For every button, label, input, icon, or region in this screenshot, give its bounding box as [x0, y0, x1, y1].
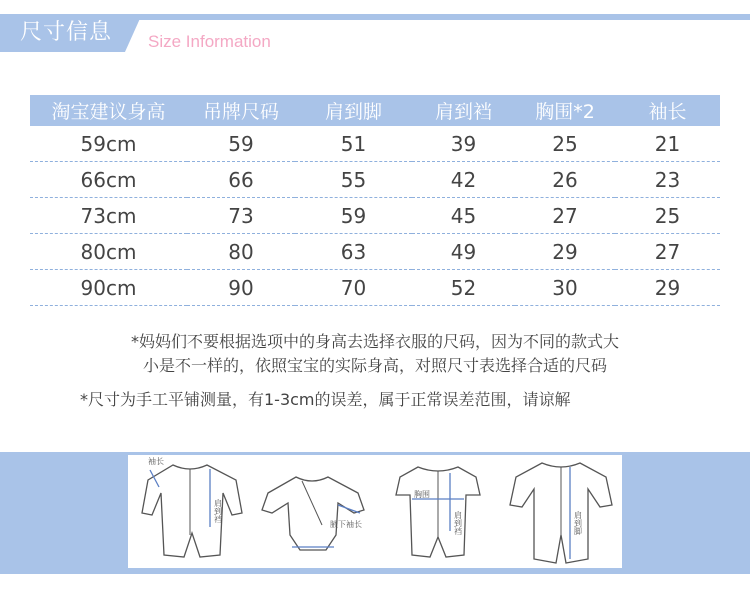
table-cell: 21 — [615, 126, 720, 162]
page-subtitle: Size Information — [148, 32, 271, 51]
table-cell: 25 — [515, 126, 615, 162]
col-header-sleeve: 袖长 — [615, 95, 720, 126]
table-cell: 80cm — [30, 234, 187, 270]
table-cell: 30 — [515, 270, 615, 306]
table-cell: 90 — [187, 270, 295, 306]
table-header-row — [30, 95, 720, 126]
label-chest: 胸围 — [414, 490, 430, 499]
label-underarm-sleeve: 腋下袖长 — [330, 520, 362, 529]
label-shoulder-crotch: 肩到裆 — [213, 499, 223, 523]
table-cell: 42 — [412, 162, 515, 198]
romper-diagram — [128, 455, 252, 568]
label-shoulder-crotch-2: 肩到裆 — [453, 511, 463, 535]
table-cell: 90cm — [30, 270, 187, 306]
table-cell: 70 — [295, 270, 412, 306]
table-cell: 55 — [295, 162, 412, 198]
note-line-3: *尺寸为手工平铺测量，有1-3cm的误差，属于正常误差范围，请谅解 — [80, 390, 571, 409]
short-romper-diagram — [376, 455, 500, 568]
measurement-diagram-panel — [128, 455, 622, 568]
table-row — [30, 198, 720, 234]
table-cell: 63 — [295, 234, 412, 270]
table-cell: 73cm — [30, 198, 187, 234]
table-cell: 59 — [187, 126, 295, 162]
table-cell: 73 — [187, 198, 295, 234]
romper-drawing-icon — [128, 455, 252, 568]
label-sleeve: 袖长 — [148, 457, 164, 466]
table-cell: 59 — [295, 198, 412, 234]
note-line-1: *妈妈们不要根据选项中的身高去选择衣服的尺码，因为不同的款式大 — [130, 332, 619, 351]
table-cell: 39 — [412, 126, 515, 162]
bodysuit-drawing-icon — [252, 455, 376, 568]
table-cell: 66 — [187, 162, 295, 198]
table-cell: 51 — [295, 126, 412, 162]
table-cell: 59cm — [30, 126, 187, 162]
table-cell: 27 — [515, 198, 615, 234]
table-cell: 23 — [615, 162, 720, 198]
size-table — [30, 95, 720, 306]
col-header-height: 淘宝建议身高 — [30, 95, 187, 126]
table-row — [30, 126, 720, 162]
col-header-shoulder-foot: 肩到脚 — [295, 95, 412, 126]
sleepsuit-drawing-icon — [500, 455, 622, 568]
table-cell: 66cm — [30, 162, 187, 198]
table-row — [30, 234, 720, 270]
size-notes — [40, 330, 710, 412]
table-row — [30, 162, 720, 198]
table-cell: 52 — [412, 270, 515, 306]
col-header-tag-size: 吊牌尺码 — [187, 95, 295, 126]
col-header-shoulder-crotch: 肩到裆 — [412, 95, 515, 126]
short-romper-drawing-icon — [376, 455, 500, 568]
table-row — [30, 270, 720, 306]
table-cell: 29 — [515, 234, 615, 270]
table-cell: 45 — [412, 198, 515, 234]
note-line-2: 小是不一样的，依照宝宝的实际身高，对照尺寸表选择合适的尺码 — [142, 356, 607, 375]
sleepsuit-diagram — [500, 455, 622, 568]
page-title: 尺寸信息 — [20, 20, 113, 45]
table-cell: 27 — [615, 234, 720, 270]
table-cell: 80 — [187, 234, 295, 270]
table-cell: 25 — [615, 198, 720, 234]
table-cell: 26 — [515, 162, 615, 198]
table-cell: 29 — [615, 270, 720, 306]
bodysuit-diagram — [252, 455, 376, 568]
table-cell: 49 — [412, 234, 515, 270]
label-shoulder-foot: 肩到脚 — [573, 511, 583, 535]
col-header-chest: 胸围*2 — [515, 95, 615, 126]
